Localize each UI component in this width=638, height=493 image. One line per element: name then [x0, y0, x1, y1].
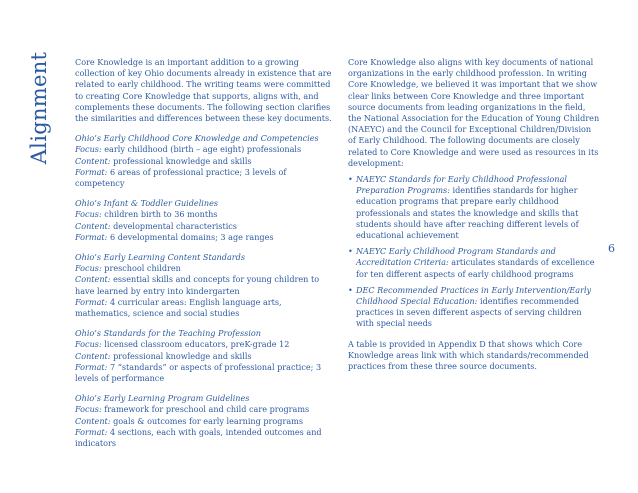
source-document-list [348, 174, 600, 330]
document-block [75, 198, 333, 243]
content-label: Content: [75, 155, 111, 166]
page-number: 6 [608, 242, 615, 255]
format-label: Format: [75, 296, 108, 307]
focus-label: Focus: [75, 144, 102, 155]
focus-value: early childhood (birth – age eight) professionals [104, 144, 302, 155]
content-label: Content: [75, 350, 111, 361]
content-value: professional knowledge and skills [113, 350, 252, 361]
document-block [75, 393, 333, 449]
side-title [27, 51, 51, 165]
focus-label: Focus: [75, 209, 102, 220]
document-title: Ohio’s Early Childhood Core Knowledge and Competencies [75, 133, 319, 144]
content-label: Content: [75, 220, 111, 231]
bullet-icon: • [348, 174, 353, 185]
list-item [348, 174, 600, 241]
focus-value: children birth to 36 months [104, 209, 218, 220]
content-value: goals & outcomes for early learning programs [113, 415, 303, 426]
bullet-title: DEC Recommended Practices in Early Intervention/Early Childhood Special Education: [356, 284, 592, 307]
content-value: essential skills and concepts for young children to have learned by entry into kindergarten [75, 274, 320, 296]
document-title: Ohio’s Infant & Toddler Guidelines [75, 198, 219, 209]
bullet-text: identifies standards for higher education programs that prepare early childhood professionals and states the knowledge and skills that students should have after reaching different levels of educational achievement [356, 185, 579, 241]
format-label: Format: [75, 361, 108, 372]
document-block [75, 252, 333, 319]
closing-paragraph: A table is provided in Appendix D that shows which Core Knowledge areas link with which standards/recommended practices from these three source documents. [348, 338, 589, 372]
format-value: 4 curricular areas: English language arts, mathematics, science and social studies [75, 296, 282, 319]
bullet-title: NAEYC Standards for Early Childhood Professional Preparation Programs: [356, 174, 567, 196]
format-value: 4 sections, each with goals, intended outcomes and indicators [75, 426, 322, 449]
format-label: Format: [75, 231, 108, 242]
list-item [348, 285, 600, 330]
left-intro: Core Knowledge is an important addition to a growing collection of key Ohio documents already in existence that are related to early childhood. The writing teams were committed to creating Core Knowledge that supports, aligns with, and complements these documents. The following section clarifies the similarities and differences between these key documents. [75, 57, 332, 124]
right-intro: Core Knowledge also aligns with key documents of national organizations in the early childhood profession. In writing Core Knowledge, we believed it was important that we show clear links between Core Knowledge and three important source documents from leading organizations in the field, the National Association for the Education of Young Children (NAEYC) and the Council for Exceptional Children/Division of Early Childhood. The following documents are closely related to Core Knowledge and were used as resources in its development: [348, 57, 600, 168]
right-column [348, 57, 600, 372]
format-label: Format: [75, 166, 108, 177]
document-title: Ohio’s Standards for the Teaching Profession [75, 328, 262, 339]
content-label: Content: [75, 274, 111, 285]
focus-label: Focus: [75, 339, 102, 350]
bullet-text: identifies recommended practices in seven different aspects of serving children with special needs [356, 296, 582, 329]
left-column [75, 57, 333, 449]
document-block [75, 328, 333, 384]
format-value: 7 “standards” or aspects of professional practice; 3 levels of performance [75, 361, 322, 384]
list-item [348, 246, 600, 280]
format-value: 6 areas of professional practice; 3 levels of competency [75, 166, 287, 189]
content-label: Content: [75, 415, 111, 426]
bullet-title: NAEYC Early Childhood Program Standards and Accreditation Criteria: [356, 246, 556, 268]
focus-value: preschool children [104, 263, 181, 274]
bullet-text: articulates standards of excellence for ten different aspects of early childhood programs [356, 257, 595, 279]
side-title-text: Alignment [27, 51, 51, 165]
bullet-icon: • [348, 284, 353, 295]
document-block [75, 133, 333, 189]
content-value: developmental characteristics [113, 220, 237, 231]
bullet-icon: • [348, 246, 353, 257]
format-label: Format: [75, 426, 108, 437]
focus-value: licensed classroom educators, preK-grade 12 [104, 339, 290, 350]
focus-value: framework for preschool and child care programs [104, 404, 310, 415]
format-value: 6 developmental domains; 3 age ranges [109, 231, 274, 242]
focus-label: Focus: [75, 263, 102, 274]
focus-label: Focus: [75, 404, 102, 415]
content-value: professional knowledge and skills [113, 155, 252, 166]
document-title: Ohio’s Early Learning Program Guidelines [75, 393, 250, 404]
document-title: Ohio’s Early Learning Content Standards [75, 252, 245, 263]
